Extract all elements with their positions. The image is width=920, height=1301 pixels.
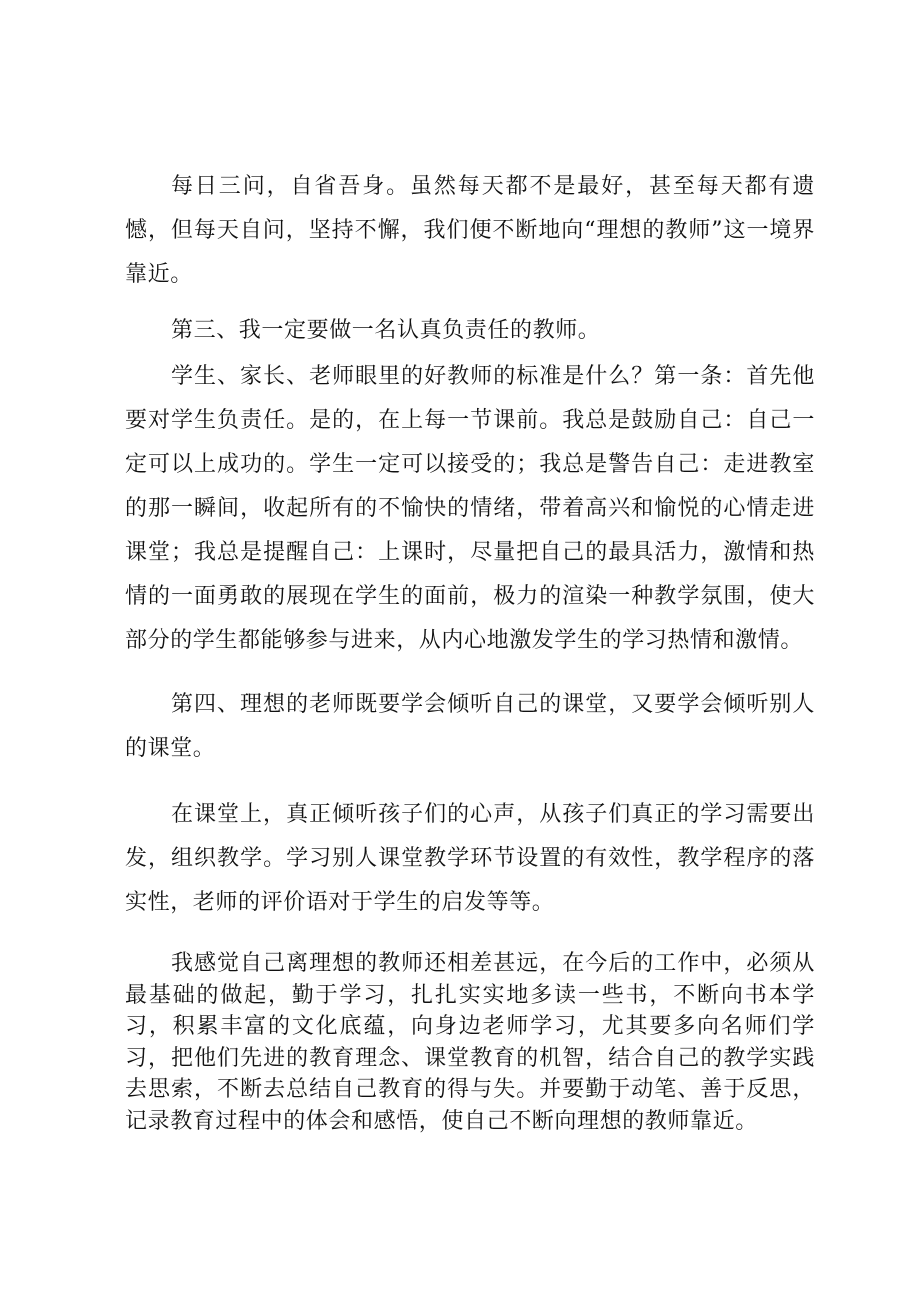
paragraph-responsibility: 学生、家长、老师眼里的好教师的标准是什么？第一条：首先他要对学生负责任。是的，在上每一节课前。我总是鼓励自己：自己一定可以上成功的。学生一定可以接受的；我总是警告自己：走进教室的那一瞬间，收起所有的不愉快的情绪，带着高兴和愉悦的心情走进课堂；我总是提醒自己：上课时，尽量把自己的最具活力，激情和热情的一面勇敢的展现在学生的面前，极力的渲染一种教学氛围，使大部分的学生都能够参与进来，从内心地激发学生的学习热情和激情。 <box>125 364 815 653</box>
paragraph-self-reflection: 每日三问，自省吾身。虽然每天都不是最好，甚至每天都有遗憾，但每天自问，坚持不懈，我们便不断地向“理想的教师”这一境界靠近。 <box>125 174 815 287</box>
paragraph-third-point-heading: 第三、我一定要做一名认真负责任的教师。 <box>171 318 601 343</box>
paragraph-conclusion: 我感觉自己离理想的教师还相差甚远，在今后的工作中，必须从最基础的做起，勤于学习，扎扎实实地多读一些书，不断向书本学习，积累丰富的文化底蕴，向身边老师学习，尤其要多向名师们学习，把他们先进的教育理念、课堂教育的机智，结合自己的教学实践去思索，不断去总结自己教育的得与失。并要勤于动笔、善于反思，记录教育过程中的体会和感悟，使自己不断向理想的教师靠近。 <box>125 951 815 1134</box>
paragraph-listening-in-class: 在课堂上，真正倾听孩子们的心声，从孩子们真正的学习需要出发，组织教学。学习别人课堂教学环节设置的有效性，教学程序的落实性，老师的评价语对于学生的启发等等。 <box>125 802 815 915</box>
paragraph-fourth-point-heading: 第四、理想的老师既要学会倾听自己的课堂，又要学会倾听别人的课堂。 <box>125 692 815 761</box>
